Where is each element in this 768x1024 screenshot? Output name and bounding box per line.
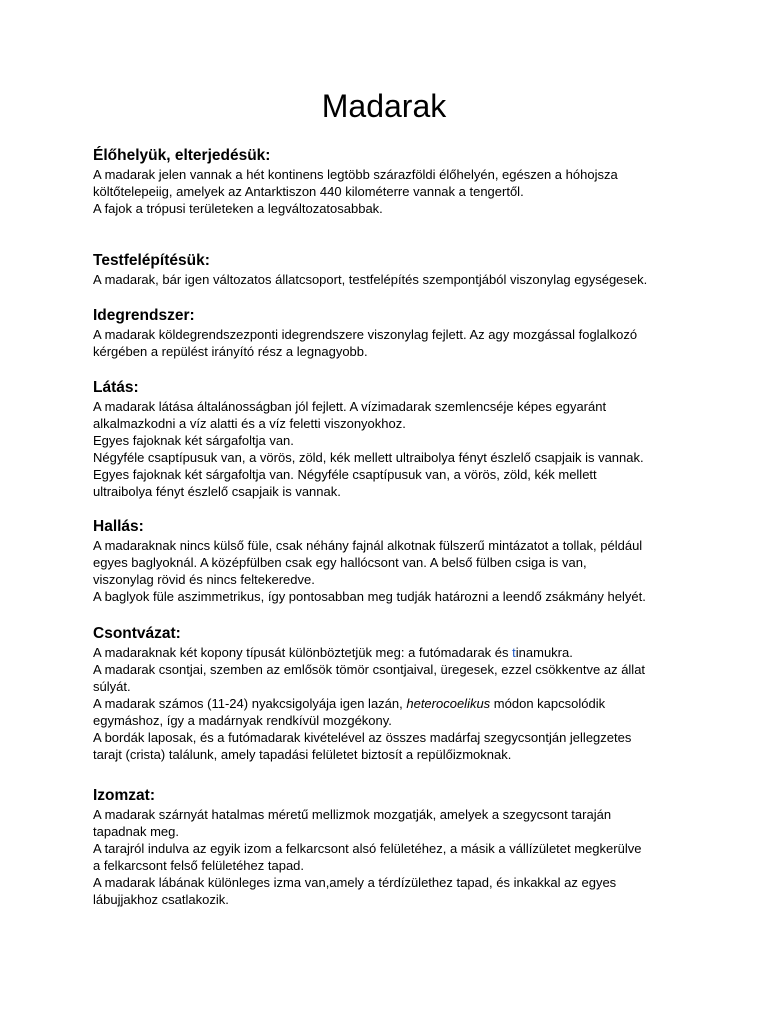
paragraph-line: A madaraknak nincs külső füle, csak néhány fajnál alkotnak fülszerű mintázatot a tollak, például [93, 538, 643, 553]
paragraph-line: lábujjakhoz csatlakozik. [93, 892, 229, 907]
paragraph-line: A madarak látása általánosságban jól fejlett. A vízimadarak szemlencséje képes egyaránt [93, 399, 607, 414]
paragraph-line: viszonylag rövid és nincs feltekeredve. [93, 572, 315, 587]
paragraph-line: kérgében a repülést irányító rész a legnagyobb. [93, 344, 368, 359]
section-testfelepitesuk [93, 251, 683, 288]
italic-term: heterocoelikus [406, 696, 491, 711]
text-run: inamukra. [515, 645, 573, 660]
section-heading: Élőhelyük, elterjedésük: [93, 147, 271, 164]
page-title: Madarak [321, 88, 447, 124]
paragraph-line: Egyes fajoknak két sárgafoltja van. [93, 433, 294, 448]
paragraph-line: költőtelepeiig, amelyek az Antarktiszon 440 kilométerre vannak a tengertől. [93, 184, 524, 199]
section-latas [93, 378, 683, 500]
paragraph-line [93, 644, 683, 661]
paragraph-line: A madarak lábának különleges izma van,amely a térdízülethez tapad, és inkakkal az egyes [93, 875, 617, 890]
paragraph-line: A baglyok füle aszimmetrikus, így pontosabban meg tudják határozni a leendő zsákmány helyét. [93, 589, 646, 604]
paragraph-line: alkalmazkodni a víz alatti és a víz feletti viszonyokhoz. [93, 416, 406, 431]
paragraph-line [93, 695, 683, 712]
paragraph-line: súlyát. [93, 679, 131, 694]
section-heading: Izomzat: [93, 787, 155, 804]
section-idegrendszer [93, 306, 683, 360]
section-elohelyuk [93, 146, 683, 217]
section-heading: Hallás: [93, 518, 144, 535]
text-run: A madarak számos (11-24) nyakcsigolyája igen lazán, [93, 696, 407, 711]
section-hallas [93, 517, 683, 605]
highlighted-letter: t [512, 645, 516, 660]
paragraph-line: a felkarcsont felső felületéhez tapad. [93, 858, 305, 873]
section-heading: Testfelépítésük: [93, 252, 210, 269]
paragraph-line: ultraibolya fényt észlelő csapjaik is vannak. [93, 484, 341, 499]
paragraph-line: egymáshoz, így a madárnyak rendkívül mozgékony. [93, 713, 392, 728]
text-run: A madaraknak két kopony típusát különböztetjük meg: a futómadarak és [93, 645, 513, 660]
paragraph-line: Négyféle csaptípusuk van, a vörös, zöld, kék mellett ultraibolya fényt észlelő csapjaik is vannak. [93, 450, 644, 465]
paragraph-line: A madarak köldegrendszezponti idegrendszere viszonylag fejlett. Az agy mozgással foglalkozó [93, 327, 638, 342]
paragraph-line: A tarajról indulva az egyik izom a felkarcsont alsó felületéhez, a másik a vállízületet megkerülve [93, 841, 642, 856]
section-csontvazat [93, 624, 683, 763]
text-run: módon kapcsolódik [490, 696, 606, 711]
paragraph-line: A madarak csontjai, szemben az emlősök tömör csontjaival, üregesek, ezzel csökkentve az állat [93, 662, 646, 677]
section-heading: Látás: [93, 379, 139, 396]
paragraph-line: egyes baglyoknál. A középfülben csak egy hallócsont van. A belső fülben csiga is van, [93, 555, 587, 570]
paragraph-line: Egyes fajoknak két sárgafoltja van. Négyféle csaptípusuk van, a vörös, zöld, kék mellett [93, 467, 597, 482]
section-heading: Idegrendszer: [93, 307, 195, 324]
paragraph-line: tarajt (crista) találunk, amely tapadási felületet biztosít a repülőizmoknak. [93, 747, 512, 762]
section-izomzat [93, 786, 683, 908]
section-heading: Csontvázat: [93, 625, 181, 642]
paragraph-line: tapadnak meg. [93, 824, 180, 839]
paragraph-line: A madarak jelen vannak a hét kontinens legtöbb szárazföldi élőhelyén, egészen a hóhojsza [93, 167, 618, 182]
paragraph-line: A madarak, bár igen változatos állatcsoport, testfelépítés szempontjából viszonylag egységesek. [93, 272, 648, 287]
paragraph-line: A fajok a trópusi területeken a legváltozatosabbak. [93, 201, 383, 216]
paragraph-line: A bordák laposak, és a futómadarak kivételével az összes madárfaj szegycsontján jellegzetes [93, 730, 632, 745]
paragraph-line: A madarak szárnyát hatalmas méretű mellizmok mozgatják, amelyek a szegycsont taraján [93, 807, 612, 822]
